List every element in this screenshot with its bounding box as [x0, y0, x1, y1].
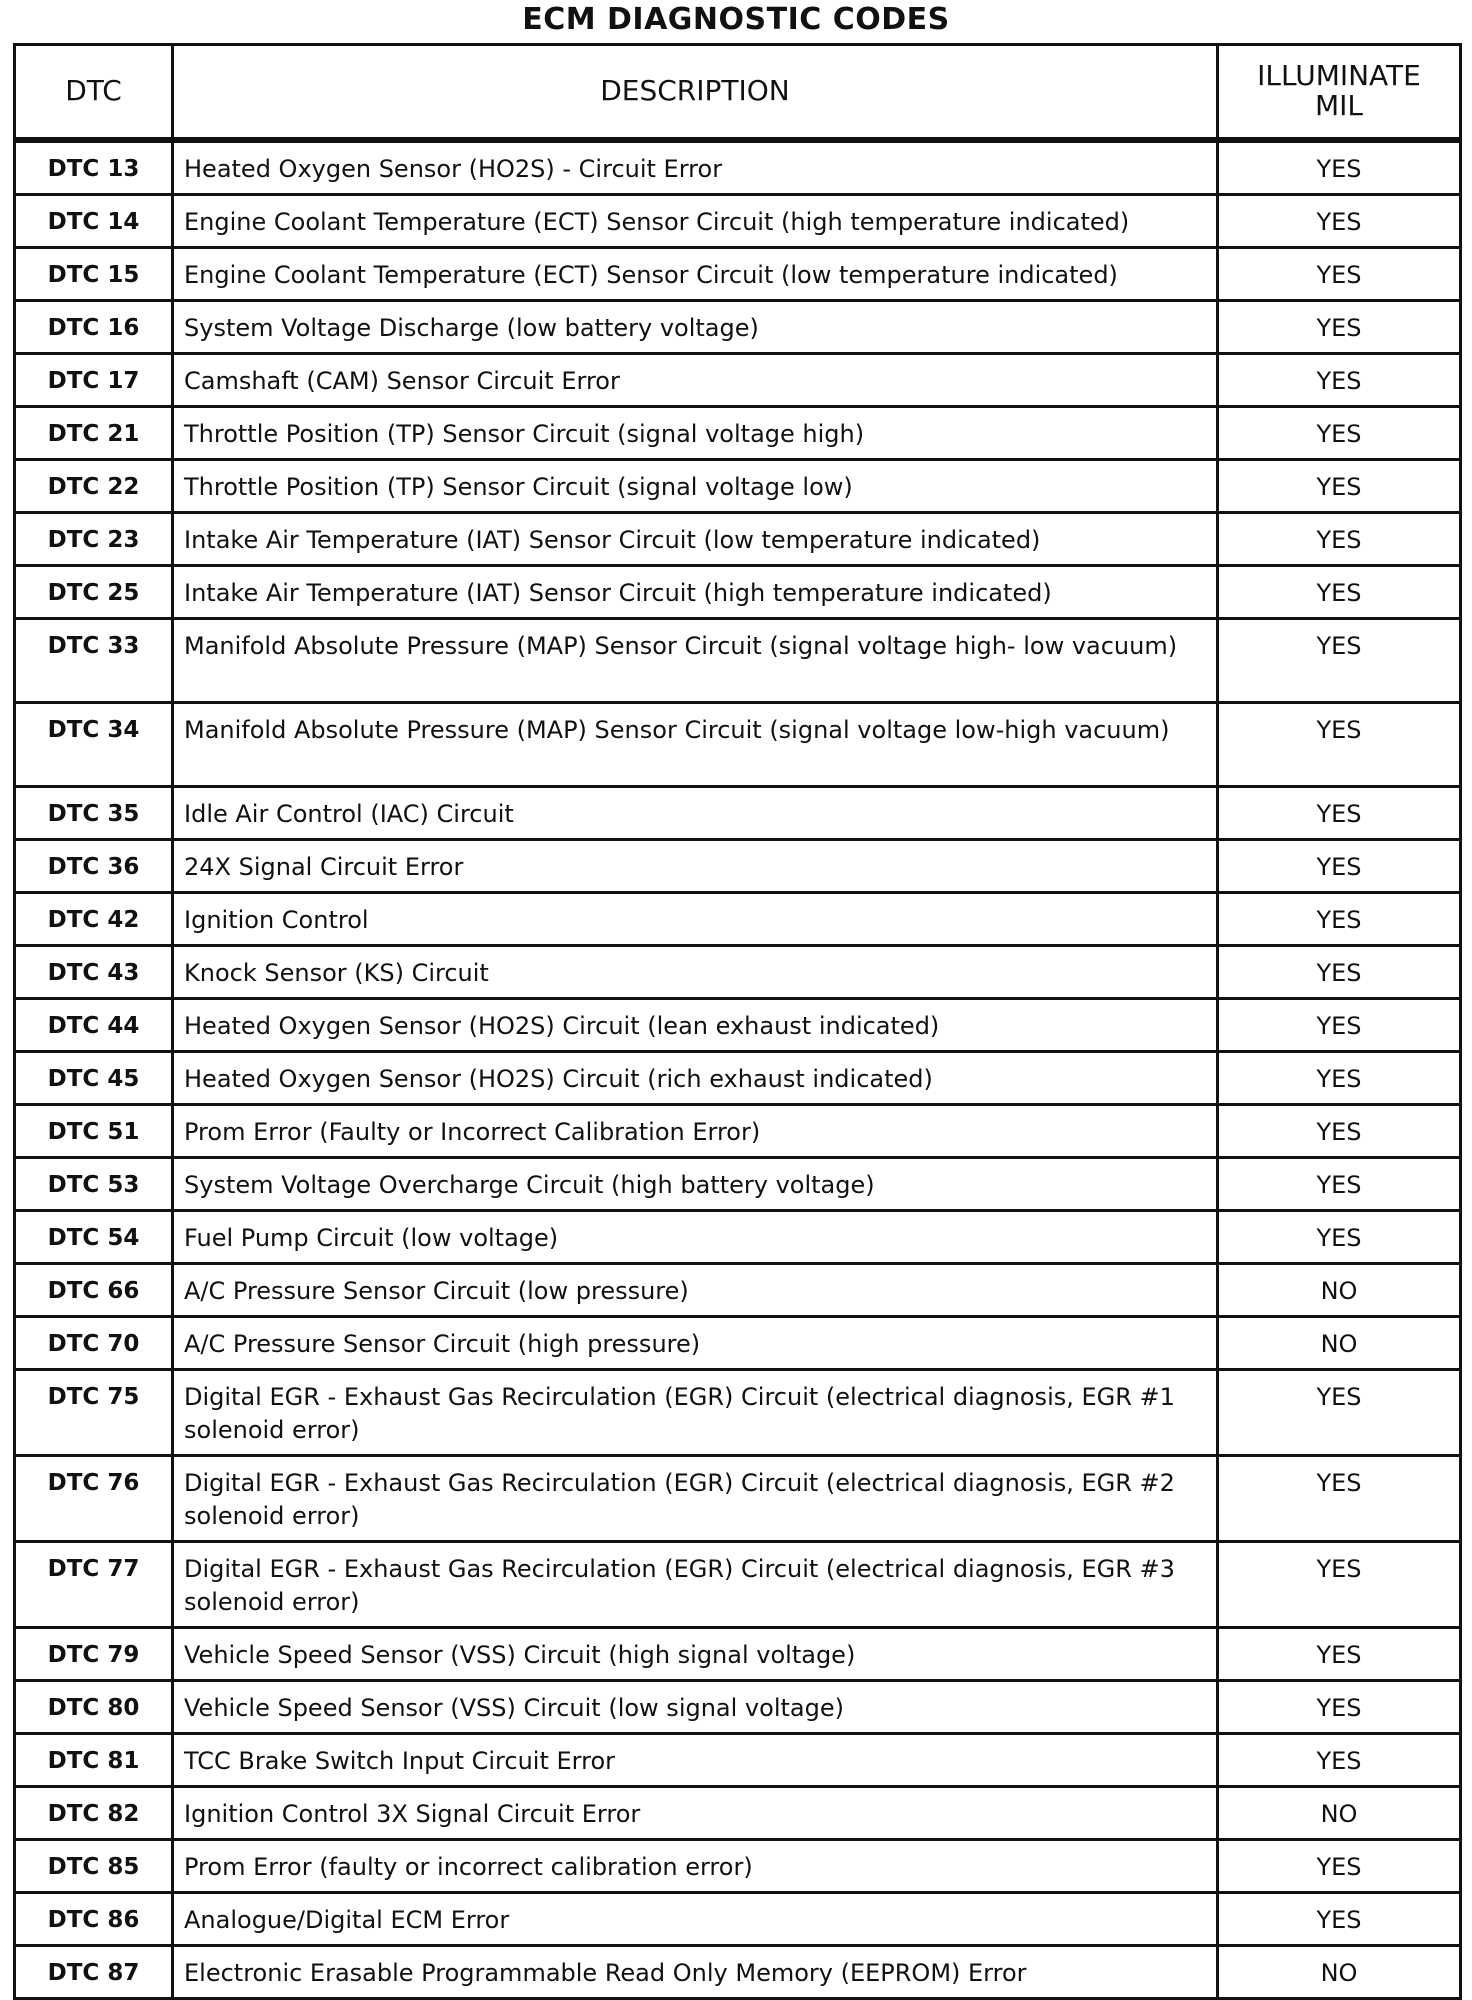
dtc-code-cell: DTC 85 [15, 1839, 173, 1892]
table-row [15, 1786, 1461, 1839]
dtc-code-cell: DTC 33 [15, 618, 173, 702]
dtc-table [13, 43, 1462, 2000]
dtc-code-cell: DTC 77 [15, 1541, 173, 1627]
illuminate-mil-cell: YES [1218, 702, 1461, 786]
illuminate-mil-cell: YES [1218, 1839, 1461, 1892]
table-row [15, 140, 1461, 195]
dtc-code-cell: DTC 87 [15, 1945, 173, 1998]
dtc-code-cell: DTC 81 [15, 1733, 173, 1786]
dtc-code-cell: DTC 16 [15, 300, 173, 353]
illuminate-mil-cell: YES [1218, 1051, 1461, 1104]
dtc-code-cell: DTC 66 [15, 1263, 173, 1316]
illuminate-mil-cell: YES [1218, 459, 1461, 512]
dtc-code-cell: DTC 34 [15, 702, 173, 786]
dtc-code-cell: DTC 35 [15, 786, 173, 839]
illuminate-mil-cell: NO [1218, 1316, 1461, 1369]
description-cell: A/C Pressure Sensor Circuit (high pressure) [173, 1316, 1218, 1369]
table-row [15, 459, 1461, 512]
description-cell: Digital EGR - Exhaust Gas Recirculation (EGR) Circuit (electrical diagnosis, EGR #2 solenoid error) [173, 1455, 1218, 1541]
dtc-code-cell: DTC 42 [15, 892, 173, 945]
illuminate-mil-cell: YES [1218, 945, 1461, 998]
description-cell: Camshaft (CAM) Sensor Circuit Error [173, 353, 1218, 406]
illuminate-mil-cell: YES [1218, 998, 1461, 1051]
illuminate-mil-cell: YES [1218, 1104, 1461, 1157]
dtc-table-container [13, 43, 1459, 2000]
dtc-code-cell: DTC 13 [15, 140, 173, 195]
table-row [15, 1945, 1461, 1998]
table-row [15, 300, 1461, 353]
illuminate-mil-cell: YES [1218, 140, 1461, 195]
table-row [15, 618, 1461, 702]
dtc-code-cell: DTC 25 [15, 565, 173, 618]
table-row [15, 1455, 1461, 1541]
illuminate-mil-cell: YES [1218, 512, 1461, 565]
header-illuminate-mil [1218, 45, 1461, 140]
header-description: DESCRIPTION [173, 45, 1218, 140]
dtc-code-cell: DTC 53 [15, 1157, 173, 1210]
description-cell: System Voltage Discharge (low battery voltage) [173, 300, 1218, 353]
table-row [15, 1051, 1461, 1104]
dtc-code-cell: DTC 15 [15, 247, 173, 300]
illuminate-mil-cell: YES [1218, 1627, 1461, 1680]
description-cell: Digital EGR - Exhaust Gas Recirculation (EGR) Circuit (electrical diagnosis, EGR #3 solenoid error) [173, 1541, 1218, 1627]
description-cell: Digital EGR - Exhaust Gas Recirculation (EGR) Circuit (electrical diagnosis, EGR #1 solenoid error) [173, 1369, 1218, 1455]
description-cell: Engine Coolant Temperature (ECT) Sensor Circuit (low temperature indicated) [173, 247, 1218, 300]
table-header-row [15, 45, 1461, 140]
table-row [15, 406, 1461, 459]
table-row [15, 353, 1461, 406]
description-cell: A/C Pressure Sensor Circuit (low pressure) [173, 1263, 1218, 1316]
description-cell: Ignition Control 3X Signal Circuit Error [173, 1786, 1218, 1839]
dtc-code-cell: DTC 79 [15, 1627, 173, 1680]
table-body [15, 140, 1461, 1999]
dtc-code-cell: DTC 45 [15, 1051, 173, 1104]
dtc-code-cell: DTC 36 [15, 839, 173, 892]
dtc-code-cell: DTC 82 [15, 1786, 173, 1839]
table-row [15, 512, 1461, 565]
table-row [15, 565, 1461, 618]
header-illuminate-mil-label: ILLUMINATE MIL [1257, 59, 1421, 123]
illuminate-mil-cell: YES [1218, 1892, 1461, 1945]
dtc-code-cell: DTC 43 [15, 945, 173, 998]
illuminate-mil-cell: YES [1218, 892, 1461, 945]
header-dtc: DTC [15, 45, 173, 140]
illuminate-mil-cell: YES [1218, 786, 1461, 839]
table-row [15, 1263, 1461, 1316]
table-row [15, 1541, 1461, 1627]
illuminate-mil-cell: YES [1218, 1541, 1461, 1627]
dtc-code-cell: DTC 80 [15, 1680, 173, 1733]
table-row [15, 1680, 1461, 1733]
illuminate-mil-cell: YES [1218, 1733, 1461, 1786]
table-row [15, 945, 1461, 998]
illuminate-mil-cell: YES [1218, 839, 1461, 892]
illuminate-mil-cell: NO [1218, 1786, 1461, 1839]
table-row [15, 1369, 1461, 1455]
table-row [15, 1627, 1461, 1680]
description-cell: Heated Oxygen Sensor (HO2S) Circuit (rich exhaust indicated) [173, 1051, 1218, 1104]
table-row [15, 1316, 1461, 1369]
illuminate-mil-cell: YES [1218, 353, 1461, 406]
description-cell: Vehicle Speed Sensor (VSS) Circuit (high signal voltage) [173, 1627, 1218, 1680]
table-row [15, 786, 1461, 839]
table-row [15, 194, 1461, 247]
description-cell: Knock Sensor (KS) Circuit [173, 945, 1218, 998]
table-row [15, 702, 1461, 786]
description-cell: Engine Coolant Temperature (ECT) Sensor Circuit (high temperature indicated) [173, 194, 1218, 247]
table-row [15, 839, 1461, 892]
description-cell: Electronic Erasable Programmable Read Only Memory (EEPROM) Error [173, 1945, 1218, 1998]
table-row [15, 1892, 1461, 1945]
description-cell: 24X Signal Circuit Error [173, 839, 1218, 892]
illuminate-mil-cell: YES [1218, 406, 1461, 459]
table-row [15, 998, 1461, 1051]
dtc-code-cell: DTC 86 [15, 1892, 173, 1945]
illuminate-mil-cell: YES [1218, 247, 1461, 300]
dtc-code-cell: DTC 17 [15, 353, 173, 406]
illuminate-mil-cell: YES [1218, 300, 1461, 353]
description-cell: Throttle Position (TP) Sensor Circuit (signal voltage low) [173, 459, 1218, 512]
dtc-code-cell: DTC 51 [15, 1104, 173, 1157]
illuminate-mil-cell: YES [1218, 1369, 1461, 1455]
dtc-code-cell: DTC 54 [15, 1210, 173, 1263]
table-row [15, 1839, 1461, 1892]
dtc-code-cell: DTC 22 [15, 459, 173, 512]
description-cell: Fuel Pump Circuit (low voltage) [173, 1210, 1218, 1263]
dtc-code-cell: DTC 14 [15, 194, 173, 247]
description-cell: Prom Error (Faulty or Incorrect Calibration Error) [173, 1104, 1218, 1157]
illuminate-mil-cell: YES [1218, 1455, 1461, 1541]
description-cell: Ignition Control [173, 892, 1218, 945]
description-cell: Throttle Position (TP) Sensor Circuit (signal voltage high) [173, 406, 1218, 459]
description-cell: Intake Air Temperature (IAT) Sensor Circuit (low temperature indicated) [173, 512, 1218, 565]
description-cell: System Voltage Overcharge Circuit (high battery voltage) [173, 1157, 1218, 1210]
description-cell: TCC Brake Switch Input Circuit Error [173, 1733, 1218, 1786]
description-cell: Analogue/Digital ECM Error [173, 1892, 1218, 1945]
dtc-code-cell: DTC 23 [15, 512, 173, 565]
description-cell: Vehicle Speed Sensor (VSS) Circuit (low signal voltage) [173, 1680, 1218, 1733]
illuminate-mil-cell: NO [1218, 1263, 1461, 1316]
page-title: ECM DIAGNOSTIC CODES [522, 2, 950, 37]
description-cell: Heated Oxygen Sensor (HO2S) - Circuit Error [173, 140, 1218, 195]
description-cell: Manifold Absolute Pressure (MAP) Sensor Circuit (signal voltage low-high vacuum) [173, 702, 1218, 786]
description-cell: Prom Error (faulty or incorrect calibration error) [173, 1839, 1218, 1892]
table-row [15, 1104, 1461, 1157]
table-row [15, 1733, 1461, 1786]
dtc-code-cell: DTC 44 [15, 998, 173, 1051]
description-cell: Idle Air Control (IAC) Circuit [173, 786, 1218, 839]
dtc-code-cell: DTC 76 [15, 1455, 173, 1541]
illuminate-mil-cell: YES [1218, 618, 1461, 702]
illuminate-mil-cell: YES [1218, 1210, 1461, 1263]
illuminate-mil-cell: YES [1218, 194, 1461, 247]
illuminate-mil-cell: YES [1218, 1680, 1461, 1733]
table-row [15, 1210, 1461, 1263]
illuminate-mil-cell: NO [1218, 1945, 1461, 1998]
table-row [15, 892, 1461, 945]
dtc-code-cell: DTC 21 [15, 406, 173, 459]
description-cell: Heated Oxygen Sensor (HO2S) Circuit (lean exhaust indicated) [173, 998, 1218, 1051]
table-row [15, 247, 1461, 300]
dtc-code-cell: DTC 70 [15, 1316, 173, 1369]
dtc-code-cell: DTC 75 [15, 1369, 173, 1455]
table-row [15, 1157, 1461, 1210]
illuminate-mil-cell: YES [1218, 565, 1461, 618]
description-cell: Intake Air Temperature (IAT) Sensor Circuit (high temperature indicated) [173, 565, 1218, 618]
illuminate-mil-cell: YES [1218, 1157, 1461, 1210]
description-cell: Manifold Absolute Pressure (MAP) Sensor Circuit (signal voltage high- low vacuum) [173, 618, 1218, 702]
